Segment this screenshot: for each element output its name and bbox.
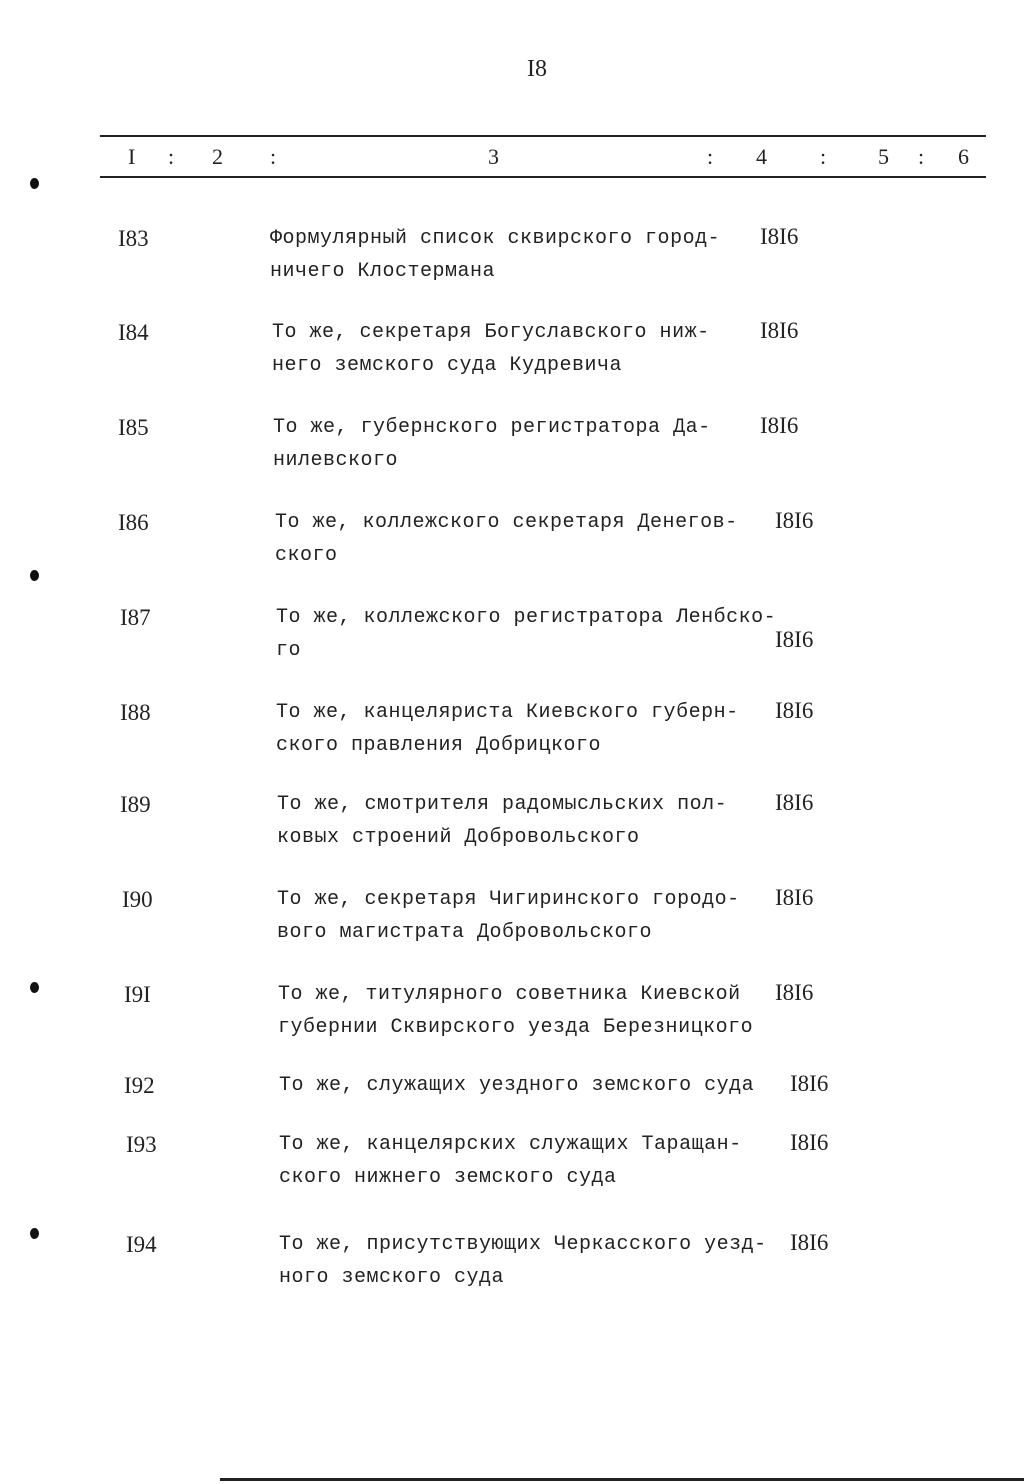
description-line: То же, коллежского секретаря Денегов- bbox=[275, 511, 738, 534]
description-line: То же, смотрителя радомысльских пол- bbox=[277, 793, 728, 816]
entry-description bbox=[270, 222, 720, 288]
description-line: ского нижнего земского суда bbox=[279, 1166, 617, 1189]
description-line: То же, губернского регистратора Да- bbox=[273, 416, 711, 439]
entry-number: I92 bbox=[124, 1073, 155, 1098]
entry-year: I8I6 bbox=[790, 1130, 829, 1155]
entry-description bbox=[276, 696, 739, 762]
page-number: I8 bbox=[527, 56, 547, 82]
description-line: го bbox=[276, 639, 302, 662]
column-header-4: 4 bbox=[756, 144, 767, 169]
entry-description bbox=[277, 883, 740, 949]
column-header-3: 3 bbox=[488, 144, 499, 169]
column-separator: : bbox=[820, 144, 827, 169]
description-line: ничего Клостермана bbox=[270, 260, 496, 283]
description-line: ского правления Добрицкого bbox=[276, 734, 602, 757]
description-line: То же, секретаря Чигиринского городо- bbox=[277, 888, 740, 911]
entry-number: I84 bbox=[118, 320, 149, 345]
description-line: То же, присутствующих Черкасского уезд- bbox=[279, 1233, 767, 1256]
description-line: губернии Сквирского уезда Березницкого bbox=[278, 1016, 754, 1039]
entry-year: I8I6 bbox=[775, 885, 814, 910]
description-line: То же, канцеляриста Киевского губерн- bbox=[276, 701, 739, 724]
column-header-1: I bbox=[128, 144, 136, 169]
description-line: То же, титулярного советника Киевской bbox=[278, 983, 741, 1006]
description-line: вого магистрата Добровольского bbox=[277, 921, 653, 944]
entry-description bbox=[277, 788, 727, 854]
table-top-rule bbox=[100, 135, 986, 137]
column-separator: : bbox=[707, 144, 714, 169]
page-bottom-edge bbox=[220, 1478, 1024, 1481]
entry-description bbox=[272, 316, 710, 382]
description-line: нилевского bbox=[273, 449, 399, 472]
column-separator: : bbox=[168, 144, 175, 169]
description-line: То же, служащих уездного земского суда bbox=[279, 1074, 755, 1097]
column-separator: : bbox=[918, 144, 925, 169]
description-line: То же, канцелярских служащих Таращан- bbox=[279, 1133, 742, 1156]
entry-description bbox=[279, 1128, 742, 1194]
entry-description bbox=[276, 601, 776, 667]
description-line: ковых строений Добровольского bbox=[277, 826, 640, 849]
entry-year: I8I6 bbox=[760, 318, 799, 343]
entry-year: I8I6 bbox=[790, 1071, 829, 1096]
column-separator: : bbox=[270, 144, 277, 169]
punch-hole-mark bbox=[30, 1228, 39, 1239]
column-header-5: 5 bbox=[878, 144, 889, 169]
column-header-6: 6 bbox=[958, 144, 969, 169]
entry-description bbox=[273, 411, 711, 477]
entry-year: I8I6 bbox=[760, 224, 799, 249]
entry-number: I87 bbox=[120, 605, 151, 630]
description-line: него земского суда Кудревича bbox=[272, 354, 623, 377]
entry-number: I86 bbox=[118, 510, 149, 535]
entry-year: I8I6 bbox=[775, 627, 814, 652]
description-line: Формулярный список сквирского город- bbox=[270, 227, 721, 250]
description-line: То же, коллежского регистратора Ленбско- bbox=[276, 606, 777, 629]
entry-number: I88 bbox=[120, 700, 151, 725]
punch-hole-mark bbox=[30, 982, 39, 993]
description-line: ного земского суда bbox=[279, 1266, 505, 1289]
entry-year: I8I6 bbox=[775, 698, 814, 723]
entry-number: I9I bbox=[124, 982, 151, 1007]
entry-year: I8I6 bbox=[775, 980, 814, 1005]
entry-number: I90 bbox=[122, 887, 153, 912]
entry-number: I93 bbox=[126, 1132, 157, 1157]
punch-hole-mark bbox=[30, 178, 39, 189]
entry-description bbox=[278, 978, 753, 1044]
entry-number: I94 bbox=[126, 1232, 157, 1257]
description-line: То же, секретаря Богуславского ниж- bbox=[272, 321, 710, 344]
entry-year: I8I6 bbox=[760, 413, 799, 438]
entry-year: I8I6 bbox=[775, 508, 814, 533]
entry-description bbox=[279, 1228, 767, 1294]
description-line: ского bbox=[275, 544, 338, 567]
entry-year: I8I6 bbox=[790, 1230, 829, 1255]
entry-number: I83 bbox=[118, 226, 149, 251]
entry-number: I89 bbox=[120, 792, 151, 817]
column-header-2: 2 bbox=[212, 144, 223, 169]
entry-description bbox=[279, 1069, 754, 1102]
entry-number: I85 bbox=[118, 415, 149, 440]
entry-description bbox=[275, 506, 738, 572]
table-header-rule bbox=[100, 176, 986, 178]
punch-hole-mark bbox=[30, 570, 39, 581]
entry-year: I8I6 bbox=[775, 790, 814, 815]
